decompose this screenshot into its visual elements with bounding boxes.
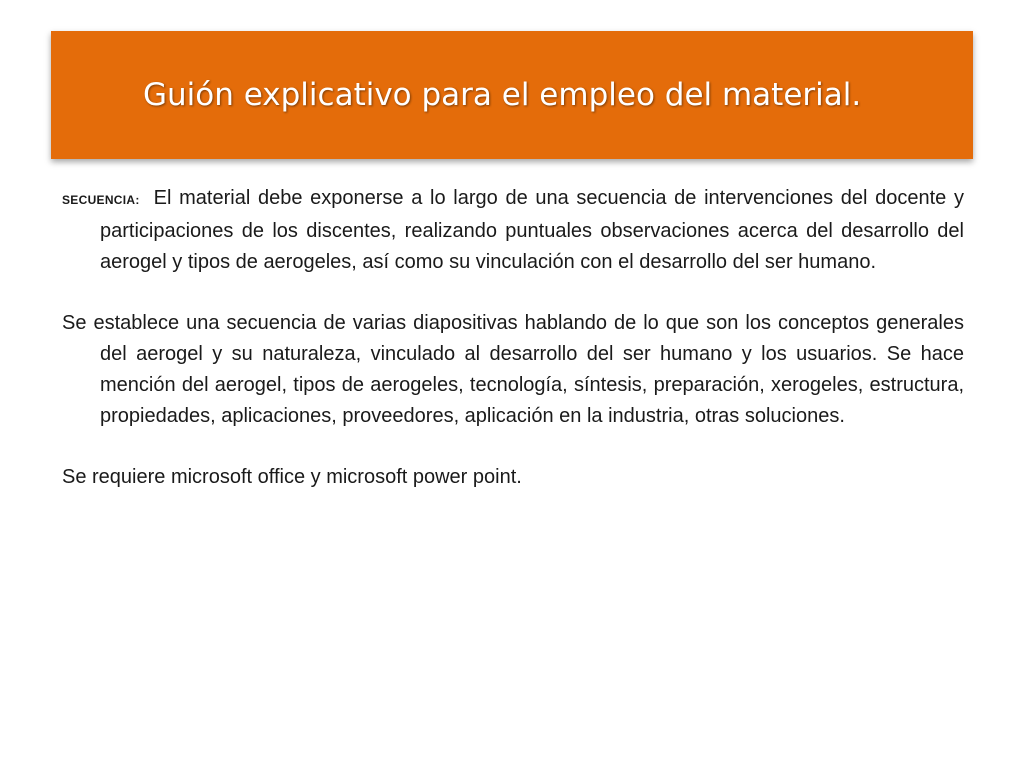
secuencia-text: El material debe exponerse a lo largo de una secuencia de intervenciones del docente y participaciones de los discentes, realizando puntuales observaciones acerca del desarrollo del aerogel y tipos de aerogeles, así como su vinculación con el desarrollo del ser humano.: [100, 187, 964, 273]
slide-content: [62, 183, 964, 523]
paragraph-secuencia: [62, 183, 964, 278]
title-bar: [51, 31, 973, 159]
secuencia-label: SECUENCIA:: [62, 193, 140, 207]
slide-title: Guión explicativo para el empleo del material.: [143, 77, 862, 113]
paragraph-requisitos: Se requiere microsoft office y microsoft power point.: [62, 466, 522, 488]
paragraph-diapositivas: Se establece una secuencia de varias diapositivas hablando de lo que son los conceptos generales del aerogel y su naturaleza, vinculado al desarrollo del ser humano y los usuarios. Se hace mención del aerogel, tipos de aerogeles, tecnología, síntesis, preparación, xerogeles, estructura, propiedades, aplicaciones, proveedores, aplicación en la industria, otras soluciones.: [62, 312, 964, 427]
